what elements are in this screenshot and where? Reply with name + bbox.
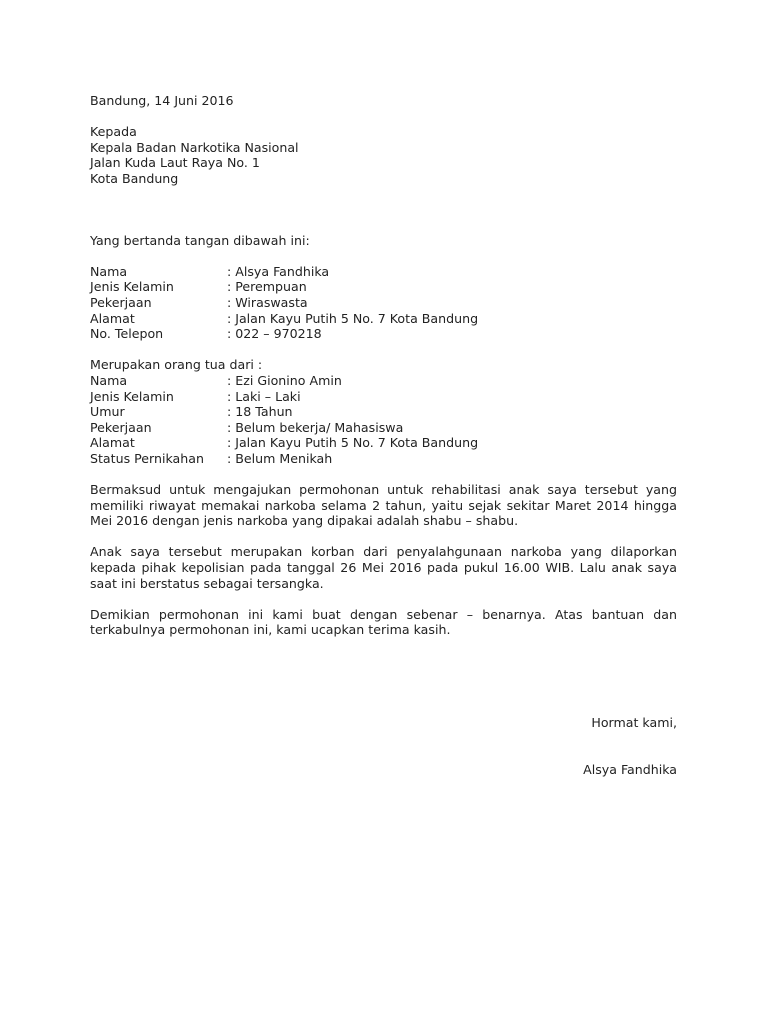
detail-row	[90, 451, 478, 467]
detail-label: Alamat	[90, 435, 135, 451]
signer-name: Alsya Fandhika	[583, 761, 677, 777]
detail-row	[90, 311, 478, 327]
detail-label: Jenis Kelamin	[90, 388, 174, 404]
detail-label: Pekerjaan	[90, 294, 152, 310]
recipient-line: Kepada	[90, 124, 137, 140]
detail-label: Status Pernikahan	[90, 450, 204, 466]
body-paragraph: Anak saya tersebut merupakan korban dari penyalahgunaan narkoba yang dilaporkan kepada pihak kepolisian pada tanggal 26 Mei 2016 pada pukul 16.00 WIB. Lalu anak saya saat ini berstatus sebagai tersangka.	[90, 544, 677, 591]
detail-value: : Jalan Kayu Putih 5 No. 7 Kota Bandung	[227, 310, 479, 326]
detail-label: Nama	[90, 372, 128, 388]
detail-value: : Belum Menikah	[227, 450, 333, 466]
detail-value: : Wiraswasta	[227, 294, 308, 310]
body-paragraph: Bermaksud untuk mengajukan permohonan untuk rehabilitasi anak saya tersebut yang memiliki riwayat memakai narkoba selama 2 tahun, yaitu sejak sekitar Maret 2014 hingga Mei 2016 dengan jenis narkoba yang dipakai adalah shabu – shabu.	[90, 482, 677, 529]
recipient-line: Kota Bandung	[90, 170, 179, 186]
detail-label: No. Telepon	[90, 326, 164, 342]
detail-row	[90, 389, 478, 405]
detail-label: Nama	[90, 263, 128, 279]
detail-row	[90, 420, 478, 436]
detail-value: : Belum bekerja/ Mahasiswa	[227, 419, 404, 435]
detail-label: Pekerjaan	[90, 419, 152, 435]
detail-value: : Laki – Laki	[227, 388, 301, 404]
child-intro-text: Merupakan orang tua dari :	[90, 357, 263, 373]
detail-label: Umur	[90, 404, 125, 420]
detail-row	[90, 373, 478, 389]
detail-label: Alamat	[90, 310, 135, 326]
detail-row	[90, 279, 478, 295]
place-date: Bandung, 14 Juni 2016	[90, 93, 234, 108]
closing-text: Hormat kami,	[591, 715, 677, 730]
detail-row	[90, 295, 478, 311]
detail-row	[90, 404, 478, 420]
child-details	[90, 373, 478, 467]
detail-row	[90, 264, 478, 280]
detail-value: : Perempuan	[227, 279, 307, 295]
detail-value: : 18 Tahun	[227, 404, 293, 420]
detail-value: : Ezi Gionino Amin	[227, 372, 342, 388]
detail-label: Jenis Kelamin	[90, 279, 174, 295]
intro-text: Yang bertanda tangan dibawah ini:	[90, 232, 310, 248]
recipient-block	[90, 124, 677, 186]
detail-value: : Alsya Fandhika	[227, 263, 330, 279]
recipient-line: Kepala Badan Narkotika Nasional	[90, 139, 299, 155]
letter-page	[90, 93, 677, 777]
body-paragraph: Demikian permohonan ini kami buat dengan sebenar – benarnya. Atas bantuan dan terkabulnya permohonan ini, kami ucapkan terima kasih.	[90, 606, 677, 638]
detail-value: : Jalan Kayu Putih 5 No. 7 Kota Bandung	[227, 435, 479, 451]
detail-row	[90, 326, 478, 342]
parent-details	[90, 264, 478, 342]
recipient-line: Jalan Kuda Laut Raya No. 1	[90, 155, 260, 171]
detail-row	[90, 435, 478, 451]
detail-value: : 022 – 970218	[227, 326, 322, 342]
